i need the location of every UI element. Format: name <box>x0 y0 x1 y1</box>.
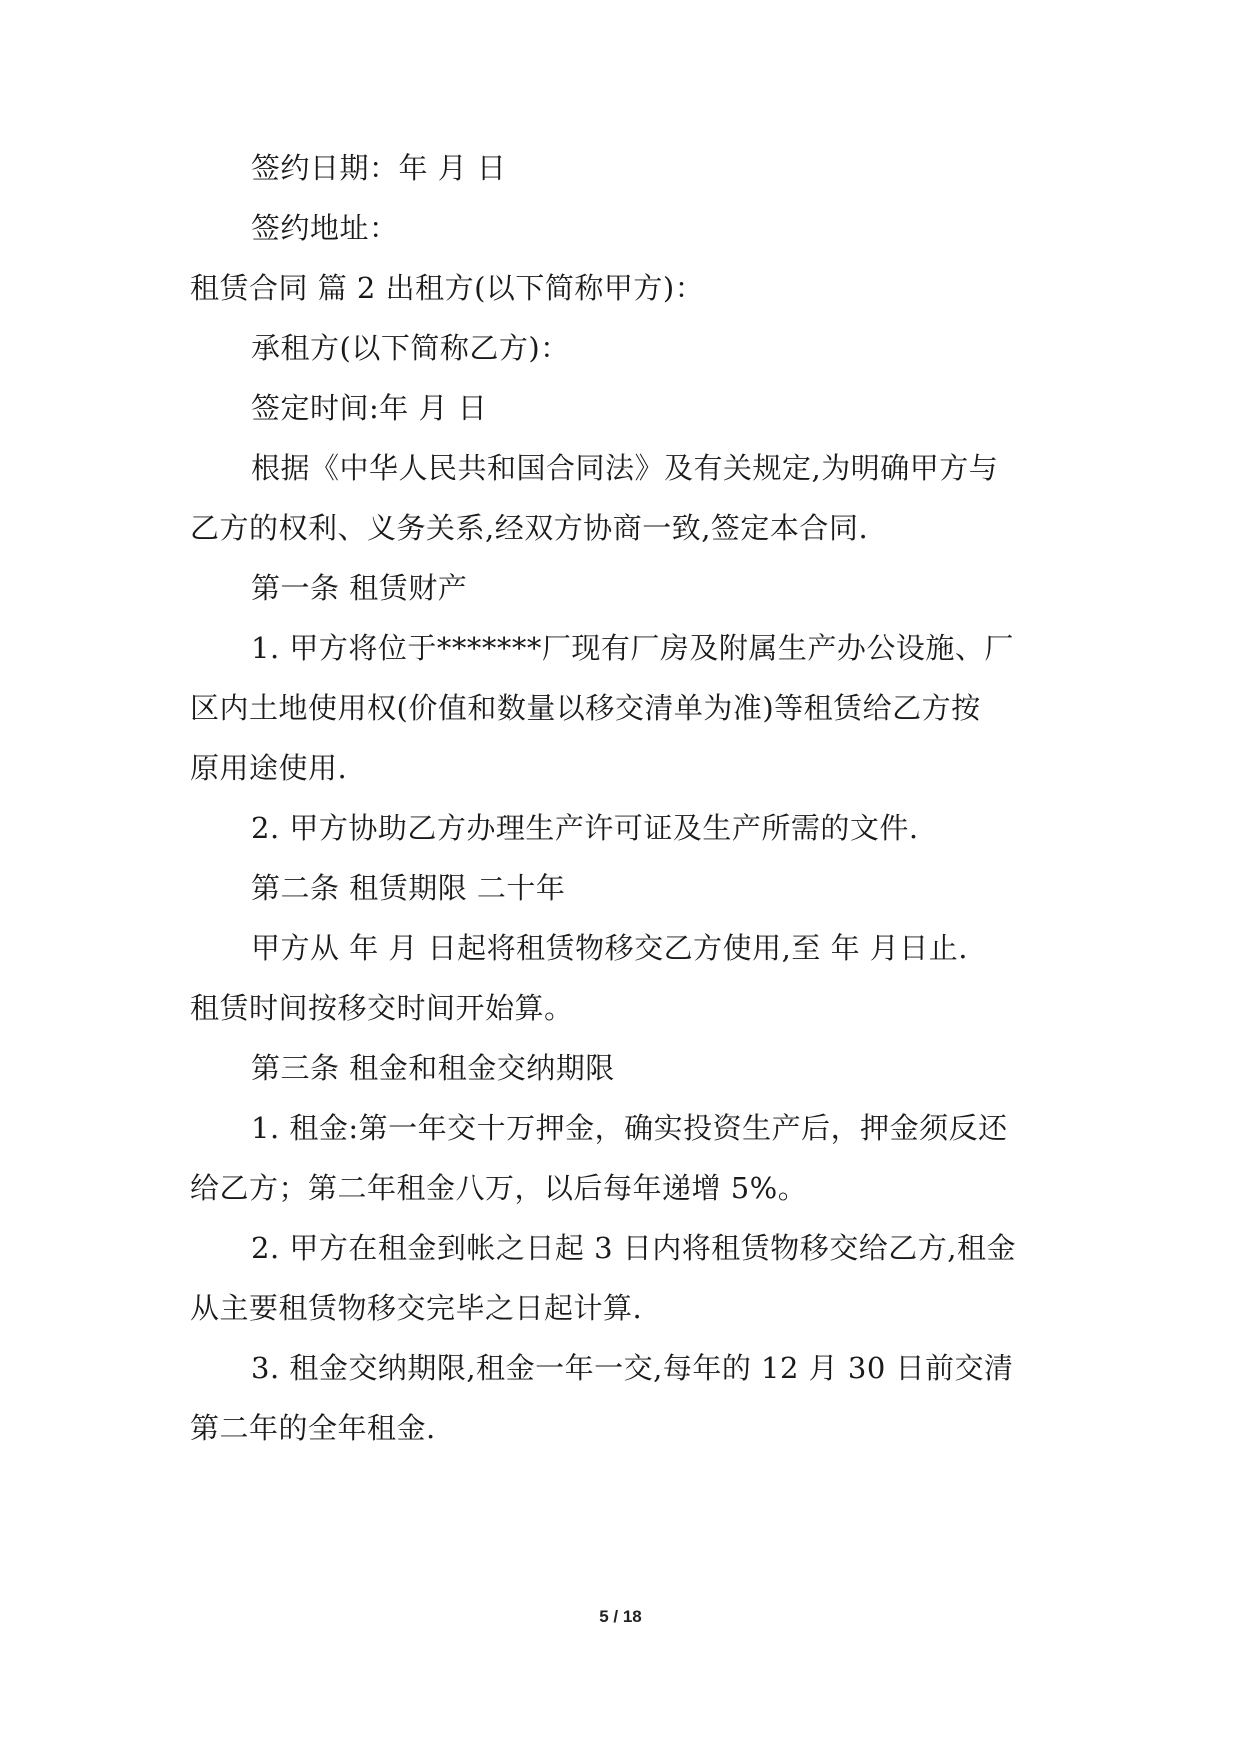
lessee-line: 承租方(以下简称乙方)： <box>251 331 570 365</box>
article-3-item-2-line-2: 从主要租赁物移交完毕之日起计算. <box>190 1291 643 1325</box>
signing-date-line: 签约日期：年 月 日 <box>251 151 507 185</box>
article-1-item-1-line-1: 1. 甲方将位于*******厂现有厂房及附属生产办公设施、厂 <box>251 631 1014 665</box>
sign-time-line: 签定时间:年 月 日 <box>251 391 488 425</box>
article-3-item-3-line-1: 3. 租金交纳期限,租金一年一交,每年的 12 月 30 日前交清 <box>251 1351 1014 1385</box>
article-1-item-2: 2. 甲方协助乙方办理生产许可证及生产所需的文件. <box>251 811 919 845</box>
signing-address-line: 签约地址： <box>251 211 399 245</box>
article-1-title: 第一条 租赁财产 <box>251 571 468 605</box>
preamble-line-2: 乙方的权利、义务关系,经双方协商一致,签定本合同. <box>190 511 869 545</box>
article-3-item-1-line-2: 给乙方；第二年租金八万，以后每年递增 5%。 <box>190 1171 808 1205</box>
page-number: 5 / 18 <box>599 1607 642 1626</box>
article-1-item-1-line-2: 区内土地使用权(价值和数量以移交清单为准)等租赁给乙方按 <box>190 691 981 725</box>
article-3-title: 第三条 租金和租金交纳期限 <box>251 1051 615 1085</box>
article-3-item-2-line-1: 2. 甲方在租金到帐之日起 3 日内将租赁物移交给乙方,租金 <box>251 1231 1016 1265</box>
contract-heading-line: 租赁合同 篇 2 出租方(以下简称甲方)： <box>190 271 705 305</box>
preamble-line-1: 根据《中华人民共和国合同法》及有关规定,为明确甲方与 <box>251 451 999 485</box>
article-3-item-3-line-2: 第二年的全年租金. <box>190 1411 436 1445</box>
article-2-line-1: 甲方从 年 月 日起将租赁物移交乙方使用,至 年 月日止. <box>251 931 969 965</box>
article-1-item-1-line-3: 原用途使用. <box>190 751 348 785</box>
article-2-title: 第二条 租赁期限 二十年 <box>251 871 566 905</box>
article-3-item-1-line-1: 1. 租金:第一年交十万押金，确实投资生产后，押金须反还 <box>251 1111 1008 1145</box>
article-2-line-2: 租赁时间按移交时间开始算。 <box>190 991 574 1025</box>
